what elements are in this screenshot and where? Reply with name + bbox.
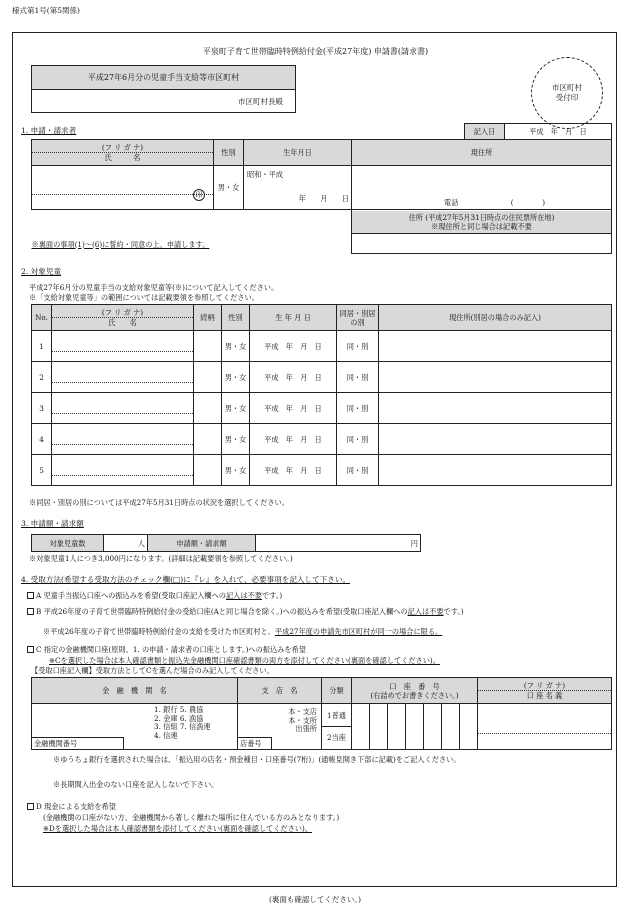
holder-field[interactable]: [478, 704, 612, 750]
child-address-field[interactable]: [379, 362, 612, 393]
child-name-field[interactable]: [52, 424, 194, 455]
entry-date-label: 記入日: [465, 124, 505, 140]
children-intro1: 平成27年6月分の児童手当の支給対象児童等(※)について記入してください。: [29, 283, 279, 292]
applicant-address-field[interactable]: [352, 166, 612, 210]
child-living-field[interactable]: 同・別: [337, 362, 379, 393]
residence-label: 住所 (平成27年5月31日時点の住民票所在地): [408, 212, 555, 222]
bank-type-4: 4. 信連: [154, 730, 178, 740]
child-furigana-field[interactable]: [52, 403, 193, 414]
option-d-checkbox[interactable]: [27, 803, 34, 810]
addressee-line2: 市区町村長殿: [238, 96, 283, 106]
option-c-text: C 指定の金融機関口座(原則、1. の申請・請求者の口座とします。)への振込みを希望: [36, 645, 306, 654]
children-footnote: ※同居・別居の別については平成27年5月31日時点の状況を選択してください。: [29, 498, 289, 507]
child-row: [32, 393, 612, 424]
children-intro2: ※「支給対象児童等」の範囲については記載要領を参照してください。: [29, 293, 259, 302]
child-living-field[interactable]: 同・別: [337, 393, 379, 424]
child-relation-field[interactable]: [194, 455, 222, 486]
child-address-field[interactable]: [379, 331, 612, 362]
class-header: 分類: [322, 678, 352, 704]
applicant-sex-field[interactable]: 男・女: [214, 166, 244, 210]
col-child-name: [52, 305, 194, 331]
yucho-note: ※ゆうちょ銀行を選択された場合は、「振込用の店名・預金種目・口座番号(7桁)」(通帳見開き下部に記載)をご記入ください。: [53, 755, 461, 764]
applicant-table: [31, 139, 612, 254]
account-digit-7[interactable]: [460, 704, 478, 750]
section3-heading: 3. 申請額・請求額: [21, 519, 84, 528]
stamp-line2: 受付印: [555, 93, 579, 102]
reception-stamp-area: [531, 57, 603, 129]
child-row: [32, 362, 612, 393]
col-relation: 続柄: [194, 305, 222, 331]
option-b-emph: 記入は不要: [407, 607, 444, 616]
option-b-text: B 平成26年度の子育て世帯臨時特例給付金の受給口座(Aと同じ場合を除く。)への振込みを希望(受取口座記入欄への: [36, 607, 408, 616]
option-c-note: ※Cを選択した場合は本人確認書類と振込先金融機関口座確認書類の両方を添付してください(裏面を確認してください)。: [49, 656, 440, 665]
class-option-2[interactable]: 2当座: [327, 733, 346, 742]
child-living-field[interactable]: 同・別: [337, 424, 379, 455]
child-sex-field[interactable]: 男・女: [222, 455, 250, 486]
option-a-checkbox[interactable]: [27, 592, 34, 599]
child-sex-field[interactable]: 男・女: [222, 331, 250, 362]
bank-type-options: [154, 706, 211, 741]
branch-header: 支 店 名: [238, 678, 322, 704]
bank-intro: 【受取口座記入欄】受取方法としてCを選んだ場合のみ記入してください。: [31, 666, 274, 675]
bank-type-6: 6. 漁協: [179, 713, 204, 723]
option-a-emph: 記入は不要: [225, 591, 262, 600]
branch-type-3: 出張所: [295, 724, 317, 734]
form-title: 平泉町子育て世帯臨時特例給付金(平成27年度) 申請書(請求書): [202, 47, 429, 56]
applicant-dob-era: 昭和・平成: [247, 170, 283, 179]
longterm-note: ※長期間入出金のない口座を記入しないで下さい。: [53, 780, 219, 789]
col-sex: 性別: [222, 305, 250, 331]
child-living-field[interactable]: 同・別: [337, 331, 379, 362]
option-a[interactable]: [27, 591, 282, 600]
child-relation-field[interactable]: [194, 331, 222, 362]
amount-label: 申請額・請求額: [148, 535, 256, 552]
section1-heading: 1. 申請・請求者: [21, 126, 77, 135]
account-number-label: 口 座 番 号: [389, 681, 440, 691]
col-living-line1: 同居・別居: [339, 308, 376, 318]
child-count-field[interactable]: [104, 535, 148, 552]
option-a-text: A 児童手当振込口座への振込みを希望(受取口座記入欄への: [36, 591, 226, 600]
applicant-dob-ymd: 年 月 日: [298, 194, 349, 203]
option-d[interactable]: [27, 802, 116, 811]
pledge-text: ※裏面の事項(1)～(6)に誓約・同意の上、申請します。: [31, 239, 210, 249]
holder-name-label: 口 座 名 義: [526, 691, 563, 700]
applicant-address-header: 現住所: [352, 140, 612, 166]
child-count-label: 対象児童数: [32, 535, 104, 552]
account-digit-6[interactable]: [442, 704, 460, 750]
child-row-no: 2: [32, 362, 52, 393]
option-b-note-emph: 平成27年度の申請先市区町村が同一の場合に限る。: [274, 627, 443, 636]
child-row: [32, 455, 612, 486]
child-row: [32, 331, 612, 362]
option-b-tail: です。): [443, 607, 464, 616]
child-count-unit: 人: [137, 538, 145, 548]
residence-note: ※現住所と同じ場合は記載不要: [431, 221, 532, 231]
option-a-tail: です。): [261, 591, 283, 600]
child-name-field[interactable]: [52, 362, 194, 393]
residence-field[interactable]: [352, 234, 611, 253]
bank-type-1: 1. 銀行: [154, 705, 178, 714]
applicant-name-field[interactable]: [32, 166, 214, 210]
option-b-checkbox[interactable]: [27, 608, 34, 615]
col-dob: 生 年 月 日: [250, 305, 337, 331]
applicant-dob-field[interactable]: [244, 166, 352, 210]
child-sex-field[interactable]: 男・女: [222, 362, 250, 393]
phone-parens: ( ): [510, 198, 546, 207]
applicant-furigana-header: (フ リ ガ ナ): [32, 143, 213, 153]
branch-field[interactable]: [238, 704, 322, 750]
footer-note: (裏面も確認してください。): [268, 895, 362, 904]
applicant-dob-header: 生年月日: [244, 140, 352, 166]
entry-date-field[interactable]: 平成 年 月 日: [505, 124, 612, 140]
amount-unit: 円: [410, 538, 418, 548]
holder-furigana-label: (フ リ ガ ナ): [478, 681, 611, 691]
bank-number-label: 金融機関番号: [32, 737, 124, 749]
option-d-note1: (金融機関の口座がない方、金融機関から著しく離れた場所に住んでいる方のみとなります。): [43, 813, 340, 822]
amount-field[interactable]: [256, 535, 421, 552]
stamp-line1: 市区町村: [552, 83, 582, 93]
branch-type-1: 本・支店: [288, 707, 317, 716]
bank-type-7: 7. 信漁連: [179, 722, 211, 732]
addressee-line1: 平成27年6月分の児童手当支給等市区町村: [32, 66, 295, 90]
applicant-sex-header: 性別: [214, 140, 244, 166]
option-b-note-text: ※平成26年度の子育て世帯臨時特例給付金の支給を受けた市区町村と、: [43, 627, 275, 636]
child-row-no: 5: [32, 455, 52, 486]
account-number-header: [352, 678, 478, 704]
child-row-no: 4: [32, 424, 52, 455]
child-dob-field[interactable]: 平成 年 月 日: [250, 424, 337, 455]
form-id: 様式第1号(第5関係): [12, 6, 80, 15]
applicant-name-label: 氏 名: [104, 153, 141, 162]
child-address-field[interactable]: [379, 393, 612, 424]
form-frame: [12, 32, 617, 887]
child-furigana-field[interactable]: [52, 372, 193, 383]
amount-note: ※対象児童1人につき3,000円になります。(詳細は記載要領を参照してください。): [29, 554, 293, 563]
account-digit-4[interactable]: [406, 704, 424, 750]
child-furigana-field[interactable]: [52, 341, 193, 352]
option-b[interactable]: [27, 607, 607, 616]
children-table: [31, 304, 612, 486]
child-address-field[interactable]: [379, 424, 612, 455]
child-dob-field[interactable]: 平成 年 月 日: [250, 393, 337, 424]
child-sex-field[interactable]: 男・女: [222, 424, 250, 455]
addressee-box: [31, 65, 296, 113]
pledge-cell: [32, 210, 352, 254]
bank-type-5: 5. 農協: [179, 705, 204, 714]
applicant-name-header: [32, 140, 214, 166]
child-living-field[interactable]: 同・別: [337, 455, 379, 486]
account-digit-5[interactable]: [424, 704, 442, 750]
child-row-no: 3: [32, 393, 52, 424]
col-living-line2: の別: [350, 317, 365, 327]
child-address-field[interactable]: [379, 455, 612, 486]
account-digit-1[interactable]: [352, 704, 370, 750]
residence-header: [352, 211, 611, 234]
section4-heading: 4. 受取方法(希望する受取方法のチェック欄(□)に『レ』を入れて、必要事項を記入して下さい。: [21, 575, 351, 584]
col-no: No.: [32, 305, 52, 331]
option-c-checkbox[interactable]: [27, 646, 34, 653]
bank-name-header: 金 融 機 関 名: [32, 678, 238, 704]
holder-header: [478, 678, 612, 704]
child-row: [32, 424, 612, 455]
col-child-name-label: 氏 名: [108, 318, 137, 327]
bank-type-2: 2. 金庫: [154, 713, 178, 723]
col-child-address: 現住所(別居の場合のみ記入): [379, 305, 612, 331]
option-d-note2: ※Dを選択した場合は本人確認書類を添付してください(裏面を確認してください)。: [43, 824, 312, 833]
child-sex-field[interactable]: 男・女: [222, 393, 250, 424]
class-option-1[interactable]: 1普通: [322, 704, 351, 727]
option-b-note: [43, 627, 442, 636]
phone-label: 電話: [444, 198, 459, 207]
child-name-field[interactable]: [52, 393, 194, 424]
seal-mark: 印: [193, 189, 205, 201]
col-living: [337, 305, 379, 331]
option-d-text: D 現金による支給を希望: [36, 802, 116, 811]
entry-date-table: [464, 123, 612, 140]
option-c[interactable]: [27, 645, 306, 654]
applicant-furigana-field[interactable]: [32, 181, 213, 195]
col-child-furigana: (フ リ ガ ナ): [52, 308, 193, 318]
residence-cell[interactable]: [352, 210, 612, 254]
child-dob-field[interactable]: 平成 年 月 日: [250, 362, 337, 393]
account-digit-2[interactable]: [370, 704, 388, 750]
branch-number-label: 店番号: [238, 737, 272, 749]
child-furigana-field[interactable]: [52, 465, 193, 476]
bank-type-3: 3. 信組: [154, 722, 178, 732]
branch-type-2: 本・支所: [288, 715, 317, 725]
amount-table: [31, 534, 421, 552]
child-name-field[interactable]: [52, 331, 194, 362]
account-digit-3[interactable]: [388, 704, 406, 750]
holder-furigana-field[interactable]: [478, 720, 611, 734]
child-furigana-field[interactable]: [52, 434, 193, 445]
class-field[interactable]: [322, 704, 352, 750]
bank-name-field[interactable]: [32, 704, 238, 750]
child-relation-field[interactable]: [194, 393, 222, 424]
section2-heading: 2. 対象児童: [21, 267, 62, 276]
account-number-hint: (右詰めでお書きください。): [370, 690, 459, 700]
child-relation-field[interactable]: [194, 362, 222, 393]
bank-table: [31, 677, 612, 750]
child-dob-field[interactable]: 平成 年 月 日: [250, 455, 337, 486]
child-relation-field[interactable]: [194, 424, 222, 455]
child-row-no: 1: [32, 331, 52, 362]
branch-type-options: [288, 708, 317, 734]
child-name-field[interactable]: [52, 455, 194, 486]
child-dob-field[interactable]: 平成 年 月 日: [250, 331, 337, 362]
